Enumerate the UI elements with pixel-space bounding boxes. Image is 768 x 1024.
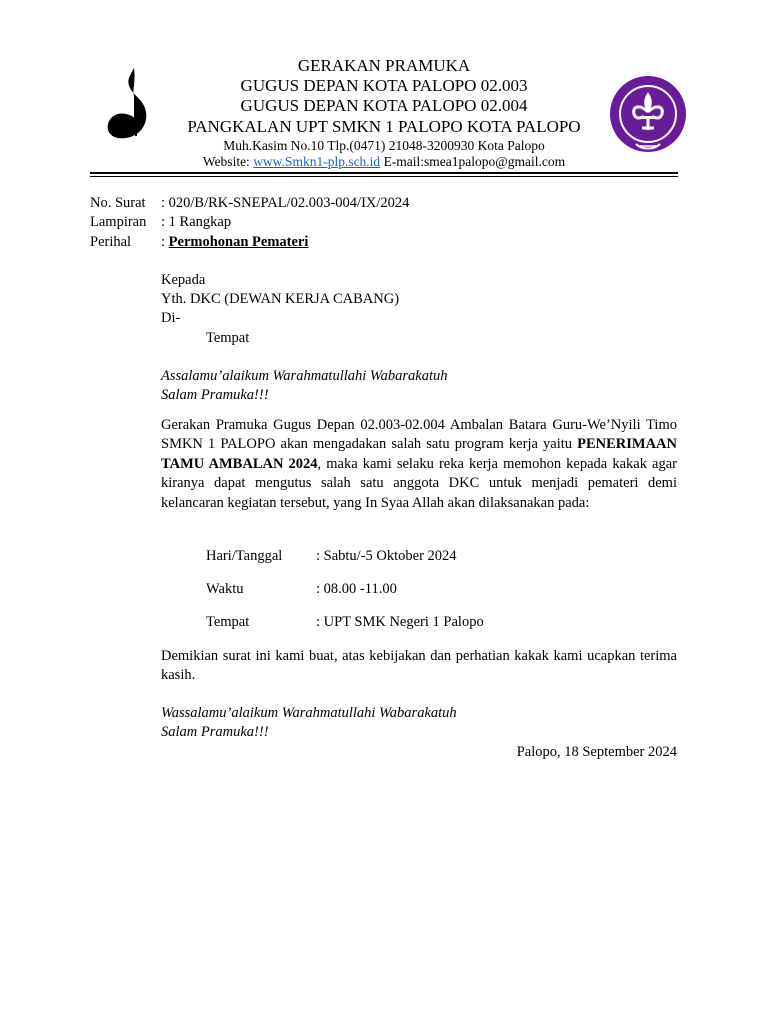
lampiran-value: : 1 Rangkap	[161, 214, 232, 230]
closing-paragraph: Demikian surat ini kami buat, atas kebijakan dan perhatian kakak kami ucapkan terima kasih.	[161, 648, 677, 684]
detail-value-time: : 08.00 -11.00	[316, 581, 397, 597]
body-text-b: , maka kami selaku reka kerja memohon kepada kakak agar kiranya dapat mengutus salah satu anggota DKC untuk menjadi pemateri demi kelancaran kegiatan tersebut, yang In Syaa Allah akan dilaksanakan pada:	[161, 455, 677, 511]
perihal-label: Perihal	[90, 234, 132, 250]
recipient-kepada: Kepada	[161, 272, 206, 288]
recipient-name: Yth. DKC (DEWAN KERJA CABANG)	[161, 291, 400, 307]
event-name: PENERIMAAN TAMU AMBALAN 2024	[161, 436, 677, 472]
no-surat-value: : 020/B/RK-SNEPAL/02.003-004/IX/2024	[161, 195, 410, 211]
body-text-a: Gerakan Pramuka Gugus Depan 02.003-02.004 Ambalan Batara Guru-We’Nyili Timo SMKN 1 PALOPO akan mengadakan salah satu program kerja yaitu	[161, 417, 677, 453]
no-surat-label: No. Surat	[90, 195, 146, 211]
farewell-pramuka: Salam Pramuka!!!	[161, 724, 269, 740]
world-scout-emblem-icon	[608, 74, 688, 156]
header-divider-thick	[90, 172, 678, 174]
perihal-line	[161, 233, 308, 252]
website-label: Website:	[202, 154, 250, 169]
detail-label-place: Tempat	[206, 614, 250, 630]
header-divider-thin	[90, 176, 678, 177]
perihal-value: Permohonan Pemateri	[168, 234, 309, 250]
header-gudep-2: GUGUS DEPAN KOTA PALOPO 02.004	[240, 96, 528, 115]
body-paragraph	[161, 416, 677, 513]
perihal-colon: :	[161, 234, 166, 250]
detail-label-time: Waktu	[206, 581, 244, 597]
recipient-tempat: Tempat	[206, 330, 250, 346]
greeting-salam: Assalamu’alaikum Warahmatullahi Wabarakatuh	[161, 368, 448, 384]
greeting-pramuka: Salam Pramuka!!!	[161, 387, 269, 403]
letter-date: Palopo, 18 September 2024	[516, 744, 677, 760]
header-org: GERAKAN PRAMUKA	[297, 56, 471, 75]
tunas-kelapa-icon	[100, 66, 154, 144]
website-link[interactable]: www.Smkn1-plp.sch.id	[253, 154, 381, 169]
email-text: E-mail:smea1palopo@gmail.com	[383, 154, 566, 169]
header-contact	[150, 154, 618, 170]
header-pangkalan: PANGKALAN UPT SMKN 1 PALOPO KOTA PALOPO	[187, 117, 581, 136]
detail-label-date: Hari/Tanggal	[206, 548, 283, 564]
farewell-salam: Wassalamu’alaikum Warahmatullahi Wabarakatuh	[161, 705, 457, 721]
header-gudep-1: GUGUS DEPAN KOTA PALOPO 02.003	[240, 76, 528, 95]
header-address: Muh.Kasim No.10 Tlp.(0471) 21048-3200930 Kota Palopo	[223, 138, 545, 153]
detail-value-date: : Sabtu/-5 Oktober 2024	[316, 548, 457, 564]
lampiran-label: Lampiran	[90, 214, 147, 230]
recipient-di: Di-	[161, 310, 181, 326]
detail-value-place: : UPT SMK Negeri 1 Palopo	[316, 614, 484, 630]
